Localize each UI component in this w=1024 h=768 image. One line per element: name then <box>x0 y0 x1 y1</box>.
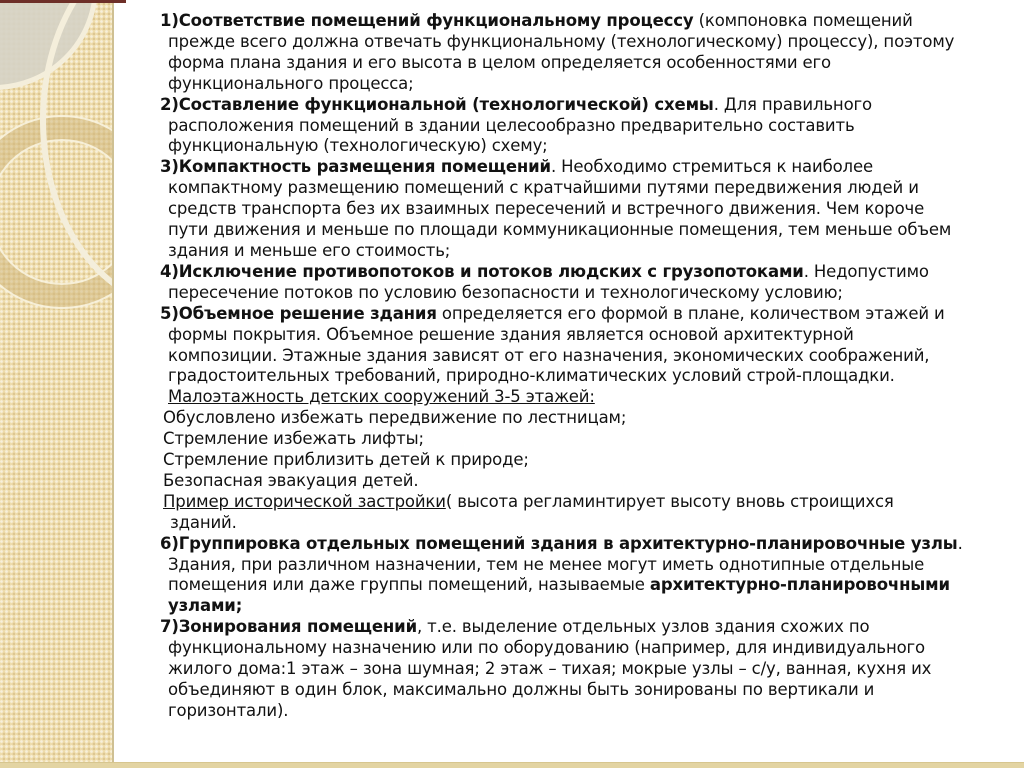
paragraph <box>160 157 964 262</box>
bottom-strip <box>0 762 1024 768</box>
text-run: (компоновка помещений прежде всего должна отвечать функциональному (технологическому) процессу), поэтому форма плана здания и его высота в целом определяется особенностями его функционального процесса; <box>168 11 955 93</box>
paragraph <box>160 492 964 534</box>
text-run: Безопасная эвакуация детей. <box>163 470 419 490</box>
text-run: 4)Исключение противопотоков и потоков людских с грузопотоками <box>160 261 804 281</box>
text-run: Малоэтажность детских сооружений 3-5 этажей: <box>168 387 595 407</box>
text-run: Стремление приблизить детей к природе; <box>163 450 529 470</box>
paragraph <box>160 304 964 409</box>
text-run: , т.е. выделение отдельных узлов здания схожих по функциональному назначению или по оборудованию (например, для индивидуального жилого дома:1 этаж – зона шумная; 2 этаж – тихая; мокрые узлы – с/у, ванная, кухня их объединяют в один блок, максимально должны быть зонированы по вертикали и горизонтали). <box>168 617 932 720</box>
paragraph <box>160 408 964 429</box>
paragraph <box>160 534 964 618</box>
text-run: . Необходимо стремиться к наиболее компактному размещению помещений с кратчайшими путями передвижения людей и средств транспорта без их взаимных пересечений и встречного движения. Чем короче пути движения и меньше по площади коммуникационные помещения, тем меньше объем здания и меньше его стоимость; <box>168 157 952 260</box>
text-run: Стремление избежать лифты; <box>163 429 424 449</box>
text-run: архитектурно-планировочными узлами; <box>168 575 950 616</box>
paragraph <box>160 617 964 722</box>
sidebar-decoration <box>0 0 114 768</box>
paragraph <box>160 262 964 304</box>
text-run: ( высота регламинтирует высоту вновь строищихся зданий. <box>170 491 894 532</box>
text-run: 1)Соответствие помещений функциональному процессу <box>160 11 694 30</box>
paragraph <box>160 450 964 471</box>
paragraph <box>160 429 964 450</box>
slide-text <box>160 11 964 722</box>
text-run: Пример исторической застройки <box>163 491 446 511</box>
text-run: 7)Зонирования помещений <box>160 617 417 637</box>
text-run: . Здания, при различном назначении, тем не менее могут иметь однотипные отдельные помещения или даже группы помещений, называемые <box>168 533 963 595</box>
text-run: 6)Группировка отдельных помещений здания в архитектурно-планировочные узлы <box>160 533 958 553</box>
paragraph <box>160 95 964 158</box>
paragraph <box>160 11 964 95</box>
text-run: . Недопустимо пересечение потоков по условию безопасности и технологическому условию; <box>168 261 929 302</box>
text-run: Обусловлено избежать передвижение по лестницам; <box>163 408 627 428</box>
text-run: 5)Объемное решение здания <box>160 303 437 323</box>
paragraph <box>160 471 964 492</box>
top-accent-line <box>0 0 126 3</box>
text-run: 3)Компактность размещения помещений <box>160 157 551 177</box>
text-run: . Для правильного расположения помещений в здании целесообразно предварительно составить функциональную (технологическую) схему; <box>168 94 872 156</box>
text-run: 2)Составление функциональной (технологической) схемы <box>160 94 714 114</box>
text-run: определяется его формой в плане, количеством этажей и формы покрытия. Объемное решение здания является основой архитектурной композиции. Этажные здания зависят от его назначения, экономических соображений, градостоительных требований, природно-климатических условий строй-площадки. <box>168 303 945 386</box>
